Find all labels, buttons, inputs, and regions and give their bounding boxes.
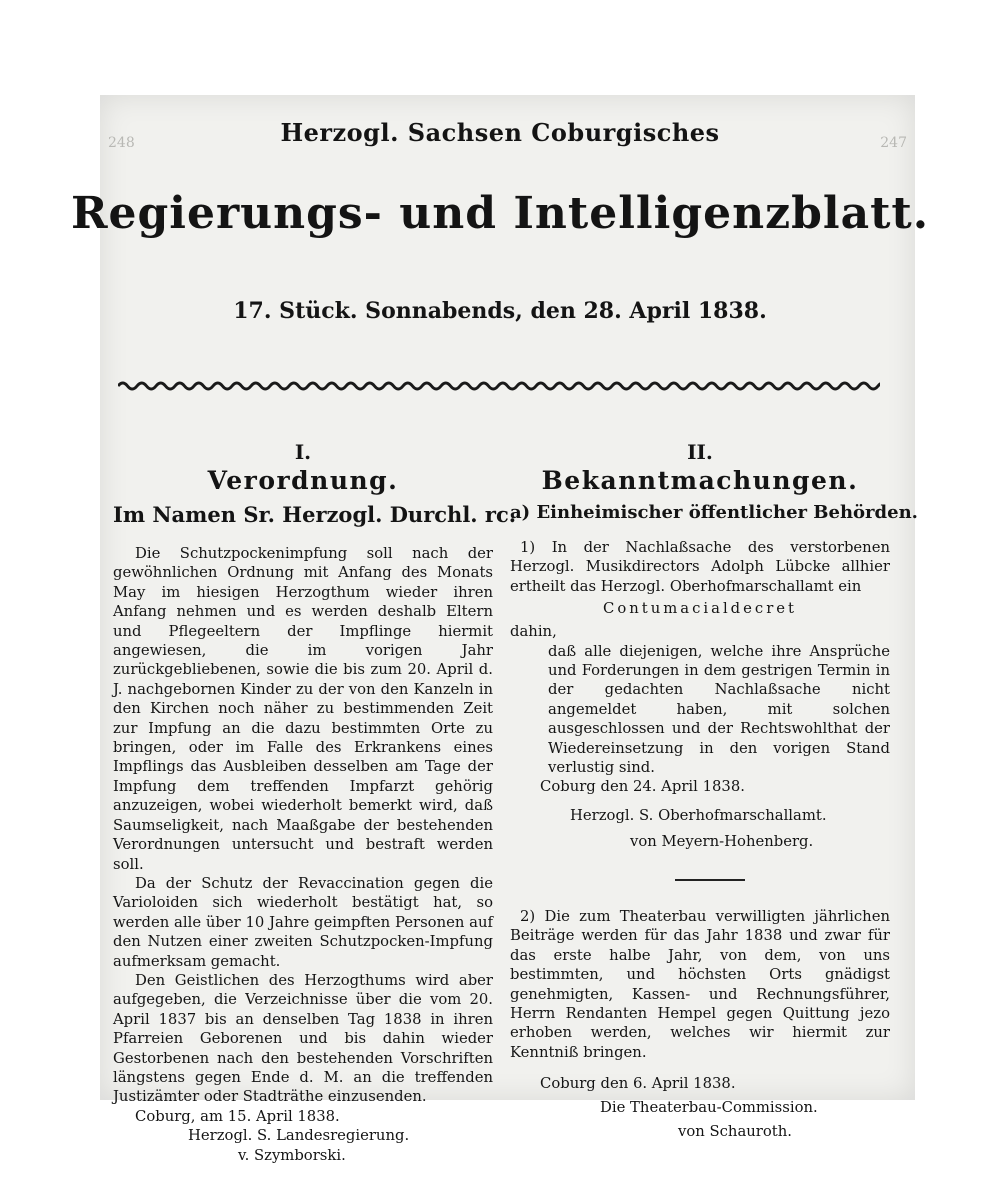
section-number: I.: [294, 440, 312, 464]
notice-date: Coburg den 24. April 1838.: [540, 778, 745, 796]
notice-body: 2) Die zum Theaterbau verwilligten jährlichen Beiträge werden für das Jahr 1838 und zwar für das erste halbe Jahr, von dem, von uns bestimmten, und höchsten Orts gnädigst genehmigten, Kassen- und Rechnungsführer, Herrn Rendanten Hempel gegen Quittung jezo erhoben werden, welches wir hiermit zur Kenntniß bringen.: [510, 907, 890, 1061]
notice-signatory: von Meyern-Hohenberg.: [630, 832, 814, 850]
notice-dahin: dahin,: [510, 623, 557, 641]
paragraph: Den Geistlichen des Herzogthums wird aber aufgegeben, die Verzeichnisse über die vom 20. April 1837 bis an denselben Tag 1838 in ihren Pfarreien Geborenen und bis dahin wieder Gestorbenen nach den bestehenden Vorschriften längstens gegen Ende d. M. an die treffenden Justizämter oder Stadträthe einzusenden.: [113, 971, 493, 1106]
left-column: [113, 440, 517, 1165]
publisher-line: Herzogl. Sachsen Coburgisches: [280, 118, 720, 147]
masthead-title: Regierungs- und Intelligenzblatt.: [70, 188, 930, 239]
section-title: Verordnung.: [207, 466, 399, 495]
section-title: Bekanntmachungen.: [541, 466, 859, 495]
notice-date: Coburg den 6. April 1838.: [540, 1075, 736, 1093]
wavy-divider: [118, 378, 880, 394]
notice-authority: Die Theaterbau-Commission.: [600, 1099, 818, 1117]
signature-name: v. Szymborski.: [238, 1146, 346, 1164]
notice-authority: Herzogl. S. Oberhofmarschallamt.: [570, 806, 827, 824]
bleed-through-page-number-right: 247: [880, 135, 907, 151]
section-number: II.: [687, 440, 713, 464]
notice-body: daß alle diejenigen, welche ihre Ansprüche und Forderungen in dem gestrigen Termin in der gedachten Nachlaßsache nicht angemeldet haben, mit solchen ausgeschlossen und der Rechtswohlthat der Wiedereinsetzung in den vorigen Stand verlustig sind.: [548, 642, 890, 777]
notice-signatory: von Schauroth.: [678, 1123, 792, 1141]
signature-authority: Herzogl. S. Landesregierung.: [188, 1127, 410, 1145]
section-subtitle: Im Namen Sr. Herzogl. Durchl. rc.: [113, 502, 517, 527]
decree-title: Contumacialdecret: [603, 600, 797, 618]
paragraph: Die Schutzpockenimpfung soll nach der gewöhnlichen Ordnung mit Anfang des Monats May im hiesigen Herzogthum wieder ihren Anfang nehmen und es werden deshalb Eltern und Pflegeeltern der Impflinge hiermit angewiesen, die im vorigen Jahr zurückgebliebenen, sowie die bis zum 20. April d. J. nachgebornen Kinder zu der von den Kanzeln in den Kirchen noch näher zu bestimmenden Zeit zur Impfung an die dazu bestimmten Orte zu bringen, oder im Falle des Erkrankens eines Impflings das Ausbleiben desselben am Tage der Impfung dem treffenden Impfarzt gehörig anzuzeigen, wobei wiederholt bemerkt wird, daß Saumseligkeit, nach Maaßgabe der bestehenden Verordnungen untersucht und bestraft werden soll.: [113, 545, 493, 873]
paragraph: Da der Schutz der Revaccination gegen die Varioloiden sich wiederholt bestätigt hat, so werden alle über 10 Jahre geimpften Personen auf den Nutzen einer zweiten Schutzpocken-Impfung aufmerksam gemacht.: [113, 874, 493, 970]
notice-intro: 1) In der Nachlaßsache des verstorbenen Herzogl. Musikdirectors Adolph Lübcke allhier ertheilt das Herzogl. Oberhofmarschallamt ein: [510, 539, 890, 595]
section-subtitle: a) Einheimischer öffentlicher Behörden.: [510, 502, 918, 523]
issue-line: 17. Stück. Sonnabends, den 28. April 1838.: [233, 298, 767, 324]
right-column: [510, 440, 918, 1144]
bleed-through-page-number-left: 248: [108, 135, 135, 151]
separator-rule: [675, 879, 745, 881]
place-date: Coburg, am 15. April 1838.: [135, 1107, 340, 1125]
